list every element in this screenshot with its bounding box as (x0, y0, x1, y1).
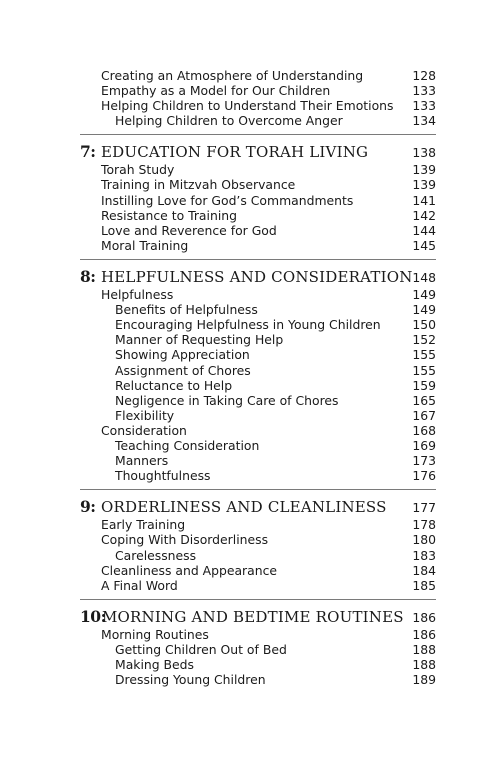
toc-entry[interactable] (0, 223, 500, 238)
page-number: 178 (412, 517, 436, 532)
toc-entry[interactable] (0, 563, 500, 578)
entry-title: Coping With Disorderliness (101, 532, 269, 547)
page-number: 134 (412, 113, 436, 128)
page-number: 169 (412, 438, 436, 453)
toc-subentry[interactable] (0, 468, 500, 483)
page-number: 185 (412, 578, 436, 593)
entry-title: Showing Appreciation (115, 347, 250, 362)
entry-title: Moral Training (101, 238, 189, 253)
page-number: 141 (412, 193, 436, 208)
toc-subentry[interactable] (0, 408, 500, 423)
toc-entry[interactable] (0, 177, 500, 192)
entry-title: Negligence in Taking Care of Chores (115, 393, 339, 408)
chapter-heading[interactable] (0, 608, 500, 626)
page-number: 165 (412, 393, 436, 408)
page-number: 168 (412, 423, 436, 438)
page-number: 159 (412, 378, 436, 393)
page-number: 148 (412, 270, 436, 285)
chapter-heading[interactable] (0, 143, 500, 161)
entry-title: Training in Mitzvah Observance (101, 177, 296, 192)
entry-title: Morning Routines (101, 627, 209, 642)
entry-title: Cleanliness and Appearance (101, 563, 278, 578)
chapter-heading[interactable] (0, 268, 500, 286)
chapter-title: EDUCATION FOR TORAH LIVING (101, 143, 369, 161)
chapter-heading[interactable] (0, 498, 500, 516)
page-number: 149 (412, 302, 436, 317)
entry-title: Teaching Consideration (115, 438, 260, 453)
entry-title: Creating an Atmosphere of Understanding (101, 68, 364, 83)
page-number: 155 (412, 347, 436, 362)
page-number: 150 (412, 317, 436, 332)
page-number: 167 (412, 408, 436, 423)
chapter-title: HELPFULNESS AND CONSIDERATION (101, 268, 413, 286)
toc-subentry[interactable] (0, 347, 500, 362)
toc-subentry[interactable] (0, 332, 500, 347)
entry-title: Helping Children to Overcome Anger (115, 113, 343, 128)
toc-subentry[interactable] (0, 438, 500, 453)
toc-entry[interactable] (0, 98, 500, 113)
entry-title: Encouraging Helpfulness in Young Children (115, 317, 381, 332)
entry-title: Flexibility (115, 408, 175, 423)
chapter-number: 8: (80, 267, 96, 286)
page-number: 144 (412, 223, 436, 238)
page-number: 139 (412, 162, 436, 177)
entry-title: Instilling Love for God’s Commandments (101, 193, 354, 208)
page-number: 149 (412, 287, 436, 302)
entry-title: Dressing Young Children (115, 672, 266, 687)
page-number: 173 (412, 453, 436, 468)
toc-subentry[interactable] (0, 453, 500, 468)
page-number: 128 (412, 68, 436, 83)
page-number: 176 (412, 468, 436, 483)
toc-entry[interactable] (0, 193, 500, 208)
toc-entry[interactable] (0, 238, 500, 253)
chapter-number: 7: (80, 142, 96, 161)
entry-title: Manner of Requesting Help (115, 332, 284, 347)
entry-title: Assignment of Chores (115, 363, 251, 378)
toc-entry[interactable] (0, 532, 500, 547)
entry-title: Helping Children to Understand Their Emotions (101, 98, 394, 113)
toc-subentry[interactable] (0, 113, 500, 128)
toc-subentry[interactable] (0, 642, 500, 657)
entry-title: Love and Reverence for God (101, 223, 277, 238)
entry-title: Manners (115, 453, 169, 468)
page-number: 188 (412, 657, 436, 672)
entry-title: Benefits of Helpfulness (115, 302, 258, 317)
page-number: 155 (412, 363, 436, 378)
chapter-title: MORNING AND BEDTIME ROUTINES (102, 608, 404, 626)
toc-subentry[interactable] (0, 302, 500, 317)
page-number: 186 (412, 610, 436, 625)
section-divider (80, 599, 436, 600)
toc-entry[interactable] (0, 287, 500, 302)
toc-subentry[interactable] (0, 672, 500, 687)
section-divider (80, 134, 436, 135)
toc-subentry[interactable] (0, 317, 500, 332)
entry-title: Helpfulness (101, 287, 174, 302)
toc-entry[interactable] (0, 578, 500, 593)
entry-title: Thoughtfulness (115, 468, 211, 483)
toc-subentry[interactable] (0, 378, 500, 393)
page-number: 177 (412, 500, 436, 515)
entry-title: Carelessness (115, 548, 197, 563)
section-divider (80, 489, 436, 490)
entry-title: Resistance to Training (101, 208, 237, 223)
chapter-number: 10: (80, 607, 106, 626)
toc-subentry[interactable] (0, 363, 500, 378)
page-number: 133 (412, 83, 436, 98)
entry-title: Empathy as a Model for Our Children (101, 83, 331, 98)
page-number: 139 (412, 177, 436, 192)
toc-entry[interactable] (0, 208, 500, 223)
toc-subentry[interactable] (0, 657, 500, 672)
toc-entry[interactable] (0, 423, 500, 438)
page-number: 133 (412, 98, 436, 113)
page-number: 188 (412, 642, 436, 657)
toc-subentry[interactable] (0, 548, 500, 563)
chapter-number: 9: (80, 497, 96, 516)
toc-entry[interactable] (0, 627, 500, 642)
toc-entry[interactable] (0, 68, 500, 83)
entry-title: A Final Word (101, 578, 178, 593)
toc-subentry[interactable] (0, 393, 500, 408)
page-number: 145 (412, 238, 436, 253)
entry-title: Getting Children Out of Bed (115, 642, 287, 657)
entry-title: Consideration (101, 423, 187, 438)
entry-title: Early Training (101, 517, 186, 532)
toc-entry[interactable] (0, 83, 500, 98)
toc-entry[interactable] (0, 162, 500, 177)
section-divider (80, 259, 436, 260)
entry-title: Making Beds (115, 657, 195, 672)
page-number: 186 (412, 627, 436, 642)
page-number: 189 (412, 672, 436, 687)
entry-title: Reluctance to Help (115, 378, 233, 393)
page-number: 180 (412, 532, 436, 547)
page-number: 142 (412, 208, 436, 223)
entry-title: Torah Study (101, 162, 175, 177)
chapter-title: ORDERLINESS AND CLEANLINESS (101, 498, 387, 516)
page-number: 183 (412, 548, 436, 563)
toc-entry[interactable] (0, 517, 500, 532)
page-number: 152 (412, 332, 436, 347)
page-number: 138 (412, 145, 436, 160)
page-number: 184 (412, 563, 436, 578)
